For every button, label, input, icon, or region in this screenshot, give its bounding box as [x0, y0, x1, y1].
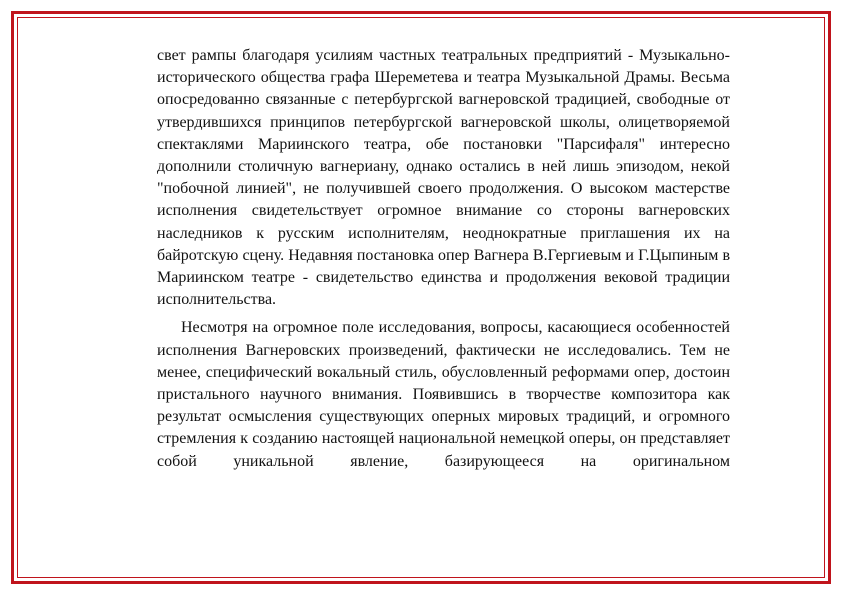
paragraph-1: свет рампы благодаря усилиям частных театральных предприятий - Музыкально-исторического общества графа Шереметева и театра Музыкальной Драмы. Весьма опосредованно связанные с петербургской вагнеровской традицией, свободные от утвердившихся принципов петербургской вагнеровской школы, олицетворяемой спектаклями Мариинского театра, обе постановки "Парсифаля" интересно дополнили столичную вагнериану, однако остались в ней лишь эпизодом, некой "побочной линией", не получившей своего продолжения. О высоком мастерстве исполнения свидетельствует огромное внимание со стороны вагнеровских наследников к русским исполнителям, неоднократные приглашения их на байротскую сцену. Недавняя постановка опер Вагнера В.Гергиевым и Г.Цыпиным в Мариинском театре - свидетельство единства и продолжения вековой традиции исполнительства. [157, 47, 730, 309]
document-body [157, 45, 730, 473]
paragraph-2: Несмотря на огромное поле исследования, вопросы, касающиеся особенностей исполнения Вагнеровских произведений, фактически не исследовались. Тем не менее, специфический вокальный стиль, обусловленный реформами опер, достоин пристального научного внимания. Появившись в творчестве композитора как результат осмысления существующих оперных мировых традиций, и огромного стремления к созданию настоящей национальной немецкой оперы, он представляет собой уникальной явление, базирующееся на оригинальном [157, 319, 730, 470]
